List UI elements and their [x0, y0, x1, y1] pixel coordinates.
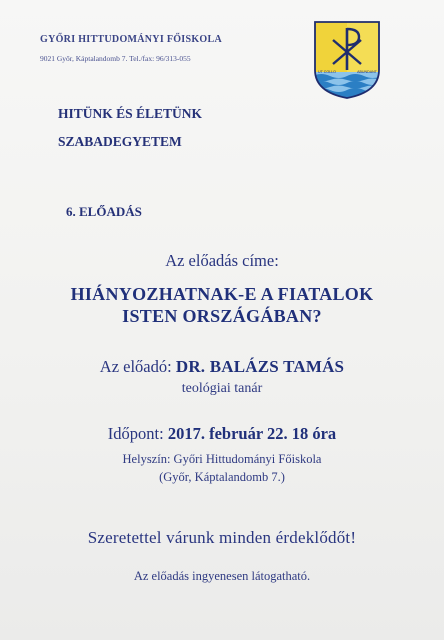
event-venue-line2: (Győr, Káptalandomb 7.) — [159, 470, 285, 484]
speaker-name: DR. BALÁZS TAMÁS — [175, 357, 345, 376]
event-time-label: Időpont: — [107, 424, 164, 443]
lecture-title-line1: HIÁNYOZHATNAK-E A FIATALOK — [70, 284, 374, 304]
institution-address: 9021 Győr, Káptalandomb 7. Tel./fax: 96/313-055 — [40, 54, 191, 63]
speaker-role: teológiai tanár — [181, 381, 263, 396]
series-title-line1: HITÜNK ÉS ÉLETÜNK — [58, 106, 203, 121]
series-title-line2: SZABADEGYETEM — [58, 134, 182, 149]
event-venue-line1: Helyszín: Győri Hittudományi Főiskola — [122, 452, 322, 466]
lecture-title-label: Az előadás címe: — [165, 251, 279, 270]
event-time-value: 2017. február 22. 18 óra — [167, 424, 337, 443]
event-time-line — [0, 424, 444, 444]
speaker-label: Az előadó: — [99, 357, 172, 376]
logo-motto-right: ABUNDANT — [357, 70, 377, 74]
speaker-line — [0, 357, 444, 377]
institution-name: GYŐRI HITTUDOMÁNYI FŐISKOLA — [40, 34, 223, 45]
welcome-message: Szeretettel várunk minden érdeklődőt! — [87, 528, 357, 547]
chi-rho-crest-logo — [313, 20, 381, 100]
lecture-number: 6. ELŐADÁS — [66, 204, 142, 219]
free-entry-note: Az előadás ingyenesen látogatható. — [133, 569, 311, 583]
lecture-title-line2: ISTEN ORSZÁGÁBAN? — [122, 306, 322, 326]
logo-motto-left: UT COLLO — [318, 70, 336, 74]
